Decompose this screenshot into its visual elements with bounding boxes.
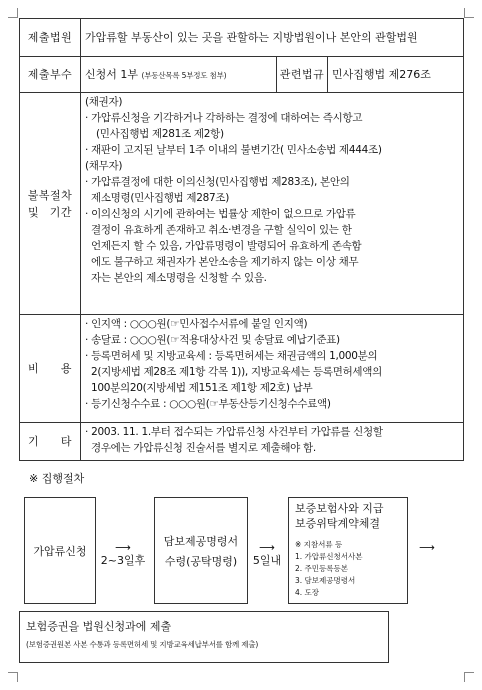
cost-content bbox=[81, 315, 464, 423]
step-insurance-docs-title: ※ 지참서류 등 bbox=[295, 540, 343, 549]
procedure-label-bottom bbox=[20, 204, 80, 221]
procedure-line: 에도 불구하고 채권자가 본안소송을 제기하지 않는 이상 채무 bbox=[91, 256, 359, 268]
cost-line: · 인지액 : ○○○원(☞민사접수서류에 붙일 인지액) bbox=[85, 318, 308, 330]
corner-mark-top-left bbox=[8, 8, 18, 18]
procedure-line: 결정이 유효하게 존재하고 취소·변경을 구할 실익이 있는 한 bbox=[91, 224, 352, 236]
other-label-left: 기 bbox=[28, 435, 40, 448]
other-label bbox=[20, 433, 80, 450]
step-apply-label: 가압류신청 bbox=[33, 544, 87, 558]
arrow-3 bbox=[410, 541, 444, 554]
other-content bbox=[81, 423, 464, 461]
procedure-label-period: 기간 bbox=[49, 205, 72, 219]
other-label-right: 타 bbox=[60, 435, 72, 448]
procedure-line: (민사집행법 제281조 제2항) bbox=[96, 128, 224, 140]
arrow-3-icon: ⟶ bbox=[419, 541, 435, 554]
corner-mark-top-right bbox=[464, 8, 474, 18]
cost-line: · 송달료 : ○○○원(☞적용대상사건 및 송달료 예납기준표) bbox=[85, 334, 340, 346]
arrow-2-icon: ⟶ bbox=[259, 541, 275, 554]
step-insurance-box bbox=[288, 497, 408, 604]
submit-bond-title: 보험증권을 법원신청과에 제출 bbox=[26, 620, 172, 633]
cost-row bbox=[20, 315, 464, 423]
cost-label bbox=[20, 360, 80, 377]
cost-line: · 등록면허세 및 지방교육세 : 등록면허세는 채권금액의 1,000분의 bbox=[85, 350, 378, 362]
copies-value-cell bbox=[81, 57, 277, 93]
procedure-line: 언제든지 할 수 있음, 가압류명령이 발령되어 유효하게 존속함 bbox=[91, 240, 362, 252]
step-apply-box bbox=[24, 497, 96, 604]
other-label-cell bbox=[20, 423, 81, 461]
procedure-line: 제소명령(민사집행법 제287조) bbox=[91, 192, 230, 204]
copies-value: 신청서 1부 bbox=[85, 67, 138, 81]
arrow-2 bbox=[250, 541, 284, 568]
procedure-label-and: 및 bbox=[28, 205, 40, 219]
submit-bond-note: (보험증권원본 사본 수통과 등록면허세 및 지방교육세납부서를 함께 제출) bbox=[26, 640, 259, 649]
step-security-order-line1: 담보제공명령서 bbox=[163, 534, 239, 548]
cost-line: · 등기신청수수료 : ○○○원(☞부동산등기신청수수료액) bbox=[85, 398, 331, 410]
arrow-1 bbox=[100, 541, 146, 568]
step-insurance-doc: 4. 도장 bbox=[295, 588, 320, 597]
arrow-2-label: 5일내 bbox=[252, 554, 282, 567]
cost-label-cell bbox=[20, 315, 81, 423]
other-row bbox=[20, 423, 464, 461]
step-insurance-title-line1: 보증보험사와 지급 bbox=[295, 502, 384, 515]
procedure-label-top: 불복절차 bbox=[27, 188, 73, 202]
court-row bbox=[20, 19, 464, 57]
corner-mark-bottom-left bbox=[8, 672, 18, 682]
step-insurance-doc: 1. 가압류신청서사본 bbox=[295, 552, 363, 561]
procedure-row bbox=[20, 93, 464, 315]
other-line: · 2003. 11. 1.부터 접수되는 가압류신청 사건부터 가압류를 신청할 bbox=[85, 426, 383, 438]
law-label: 관련법규 bbox=[277, 57, 328, 93]
procedure-line: · 가압류결정에 대한 이의신청(민사집행법 제283조), 본안의 bbox=[85, 176, 350, 188]
info-table bbox=[19, 18, 464, 461]
copies-label: 제출부수 bbox=[20, 57, 81, 93]
procedure-line: (채권자) bbox=[85, 96, 123, 108]
procedure-line: 자는 본안의 제소명령을 신청할 수 있음. bbox=[91, 272, 267, 284]
procedure-line: · 이의신청의 시기에 관하여는 법률상 제한이 없으므로 가압류 bbox=[85, 208, 356, 220]
step-security-order-box bbox=[154, 497, 248, 604]
court-value: 가압류할 부동산이 있는 곳을 관할하는 지방법원이나 본안의 관할법원 bbox=[81, 19, 464, 57]
procedure-label-cell bbox=[20, 93, 81, 315]
cost-line: 100분의20(지방세법 제151조 제1항 제2호) 납부 bbox=[91, 382, 313, 394]
cost-label-left: 비 bbox=[28, 362, 40, 375]
arrow-1-label: 2~3일후 bbox=[100, 554, 146, 567]
corner-mark-bottom-right bbox=[464, 672, 474, 682]
step-insurance-doc: 3. 담보제공명령서 bbox=[295, 576, 356, 585]
step-insurance-title-line2: 보증위탁계약체결 bbox=[295, 517, 381, 530]
procedure-line: · 가압류신청을 기각하거나 각하하는 결정에 대하여는 즉시항고 bbox=[85, 112, 363, 124]
other-line: 경우에는 가압류신청 진술서를 별지로 제출해야 함. bbox=[91, 442, 316, 454]
step-security-order-line2: 수령(공탁명령) bbox=[164, 554, 238, 568]
step-insurance-doc: 2. 주민등록등본 bbox=[295, 564, 349, 573]
procedure-line: (채무자) bbox=[85, 160, 123, 172]
law-value: 민사집행법 제276조 bbox=[328, 57, 464, 93]
submit-bond-box bbox=[19, 611, 389, 663]
procedure-line: · 재판이 고지된 날부터 1주 이내의 불변기간( 민사소송법 제444조) bbox=[85, 144, 382, 156]
copies-note: (부동산목록 5부정도 첨부) bbox=[141, 70, 227, 80]
procedure-content bbox=[81, 93, 464, 315]
cost-line: 2(지방세법 제28조 제1항 각목 1)), 지방교육세는 등록면허세액의 bbox=[91, 366, 382, 378]
arrow-1-icon: ⟶ bbox=[115, 541, 131, 554]
cost-label-right: 용 bbox=[60, 362, 72, 375]
execution-title: ※ 집행절차 bbox=[29, 472, 85, 485]
court-label: 제출법원 bbox=[20, 19, 81, 57]
copies-row bbox=[20, 57, 464, 93]
